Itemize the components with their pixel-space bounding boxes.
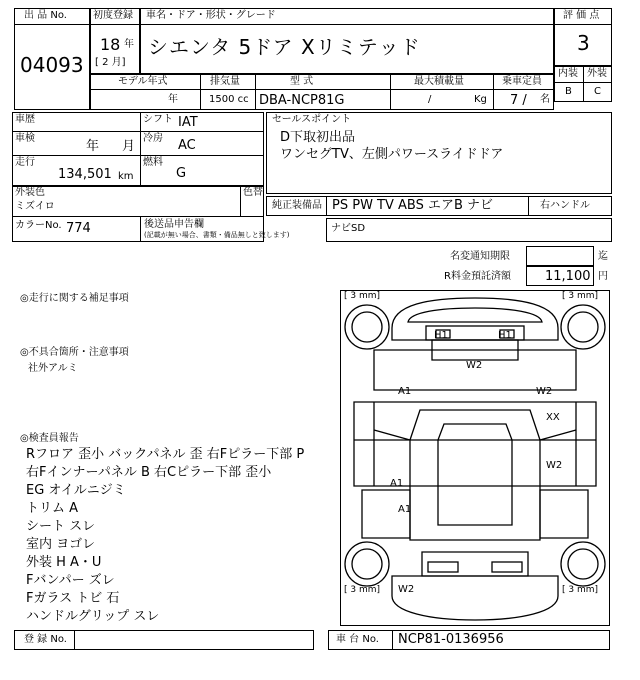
first-reg-year: 18 <box>100 35 121 54</box>
registration-label: 登 録 No. <box>24 634 67 645</box>
tire-depth-tl: [ 3 mm] <box>344 291 381 301</box>
mark-a1-left-rear-2: A1 <box>398 504 412 515</box>
grade-value: 3 <box>577 31 590 55</box>
color-no-label: カラーNo. <box>15 220 62 231</box>
recycle-unit: 円 <box>598 271 608 282</box>
inspector-line-2: 右Fインナーパネル B 右Cピラー下部 歪小 <box>26 465 272 480</box>
max-load-label: 最大積載量 <box>414 76 464 87</box>
shipping-box <box>326 218 612 242</box>
name-change-label: 名変通知期限 <box>450 251 510 262</box>
mark-w2-right-front: W2 <box>536 386 553 397</box>
inspector-line-4: トリム A <box>26 501 79 516</box>
chassis-label: 車 台 No. <box>336 634 379 645</box>
name-change-box <box>526 246 594 266</box>
interior-label: 内装 <box>558 68 578 79</box>
inspector-line-10: ハンドルグリップ スレ <box>26 609 160 624</box>
mileage-label: 走行 <box>15 157 35 168</box>
sales-point-line-1: D下取初出品 <box>280 130 356 145</box>
history-label: 車歴 <box>15 114 35 125</box>
inspector-label: ◎検査員報告 <box>20 433 79 444</box>
capacity-value: 7 / <box>510 93 527 108</box>
shift-label: シフト <box>143 114 173 125</box>
mileage-value: 134,501 <box>58 167 112 182</box>
name-change-unit: 迄 <box>598 251 608 262</box>
color-value: ミズイロ <box>15 201 55 212</box>
capacity-label: 乗車定員 <box>502 76 542 87</box>
color-change-label: 色替 <box>243 187 263 198</box>
car-name: シエンタ 5ドア Xリミテッド <box>148 35 421 59</box>
sales-point-line-2: ワンセグTV、左側パワースライドドア <box>280 147 504 162</box>
first-reg-month: [ 2 月] <box>95 57 126 68</box>
equipment-label: 純正装備品 <box>272 200 322 211</box>
car-diagram <box>340 290 610 626</box>
exterior-grade: C <box>594 86 601 97</box>
shipping-note: (記載が無い場合、書類・備品無しと致します) <box>144 231 290 239</box>
fuel-value: G <box>176 166 187 181</box>
displacement-value: 1500 cc <box>209 94 249 105</box>
tire-depth-tr: [ 3 mm] <box>562 291 599 301</box>
inspector-line-9: Fガラス トビ 石 <box>26 591 120 606</box>
inspector-line-3: EG オイルニジミ <box>26 483 126 498</box>
equipment-items: PS PW TV ABS エアB ナビ <box>332 198 494 213</box>
model-year-unit: 年 <box>168 94 178 105</box>
max-load-unit: Kg <box>474 94 487 105</box>
driving-remarks-label: ◎走行に関する補足事項 <box>20 293 129 304</box>
interior-grade: B <box>565 86 572 97</box>
mark-w2-roof: W2 <box>466 360 483 371</box>
tire-depth-bl: [ 3 mm] <box>344 585 381 595</box>
handle-side: 右ハンドル <box>540 200 590 211</box>
tire-depth-br: [ 3 mm] <box>562 585 599 595</box>
displacement-label: 排気量 <box>210 76 240 87</box>
shift-value: IAT <box>178 115 198 130</box>
inspection-month: 月 <box>122 139 136 154</box>
mark-xx-right: XX <box>546 412 560 423</box>
aircon-label: 冷房 <box>143 133 163 144</box>
max-load-slash: / <box>428 94 432 105</box>
fuel-label: 燃料 <box>143 157 163 168</box>
shipping-label: 後送品申告欄 <box>144 219 204 230</box>
sales-point-label: セールスポイント <box>272 114 352 125</box>
lot-label: 出 品 No. <box>24 10 67 21</box>
car-name-label: 車名・ドア・形状・グレード <box>146 10 276 21</box>
inspection-label: 車検 <box>15 133 35 144</box>
chassis-value: NCP81-0136956 <box>398 632 504 647</box>
mark-w2-bottom: W2 <box>398 584 415 595</box>
aircon-value: AC <box>178 138 196 153</box>
mileage-unit: km <box>118 171 134 182</box>
capacity-unit: 名 <box>540 94 550 105</box>
lot-number: 04093 <box>20 53 84 77</box>
color-label: 外装色 <box>15 187 45 198</box>
recycle-label: R料金預託済額 <box>444 271 511 282</box>
mark-w2-right-mid: W2 <box>546 460 563 471</box>
info-block <box>12 112 264 186</box>
type-value: DBA-NCP81G <box>259 93 345 108</box>
defects-label: ◎不具合箇所・注意事項 <box>20 347 129 358</box>
model-year-label: モデル年式 <box>118 76 168 87</box>
first-reg-label: 初度登録 <box>93 10 133 21</box>
inspector-line-8: Fバンパー ズレ <box>26 573 115 588</box>
mark-a1-left-rear: A1 <box>390 478 404 489</box>
year-unit: 年 <box>124 39 134 50</box>
grade-label: 評 価 点 <box>563 10 600 21</box>
exterior-label: 外装 <box>587 68 607 79</box>
recycle-value: 11,100 <box>545 269 591 284</box>
inspector-line-6: 室内 ヨゴレ <box>26 537 96 552</box>
mark-a1-left-front: A1 <box>398 386 412 397</box>
inspector-line-1: Rフロア 歪小 バックパネル 歪 右Fピラー下部 P <box>26 447 305 462</box>
shipping-value: ナビSD <box>331 223 366 234</box>
inspection-year: 年 <box>86 139 100 154</box>
defects-text: 社外アルミ <box>28 363 78 374</box>
color-no-value: 774 <box>66 221 91 236</box>
inspector-line-5: シート スレ <box>26 519 96 534</box>
mark-h1-left: H1 <box>434 330 448 341</box>
inspector-line-7: 外装 H A・U <box>26 555 102 570</box>
mark-h1-right: H1 <box>498 330 512 341</box>
type-label: 型 式 <box>290 76 314 87</box>
